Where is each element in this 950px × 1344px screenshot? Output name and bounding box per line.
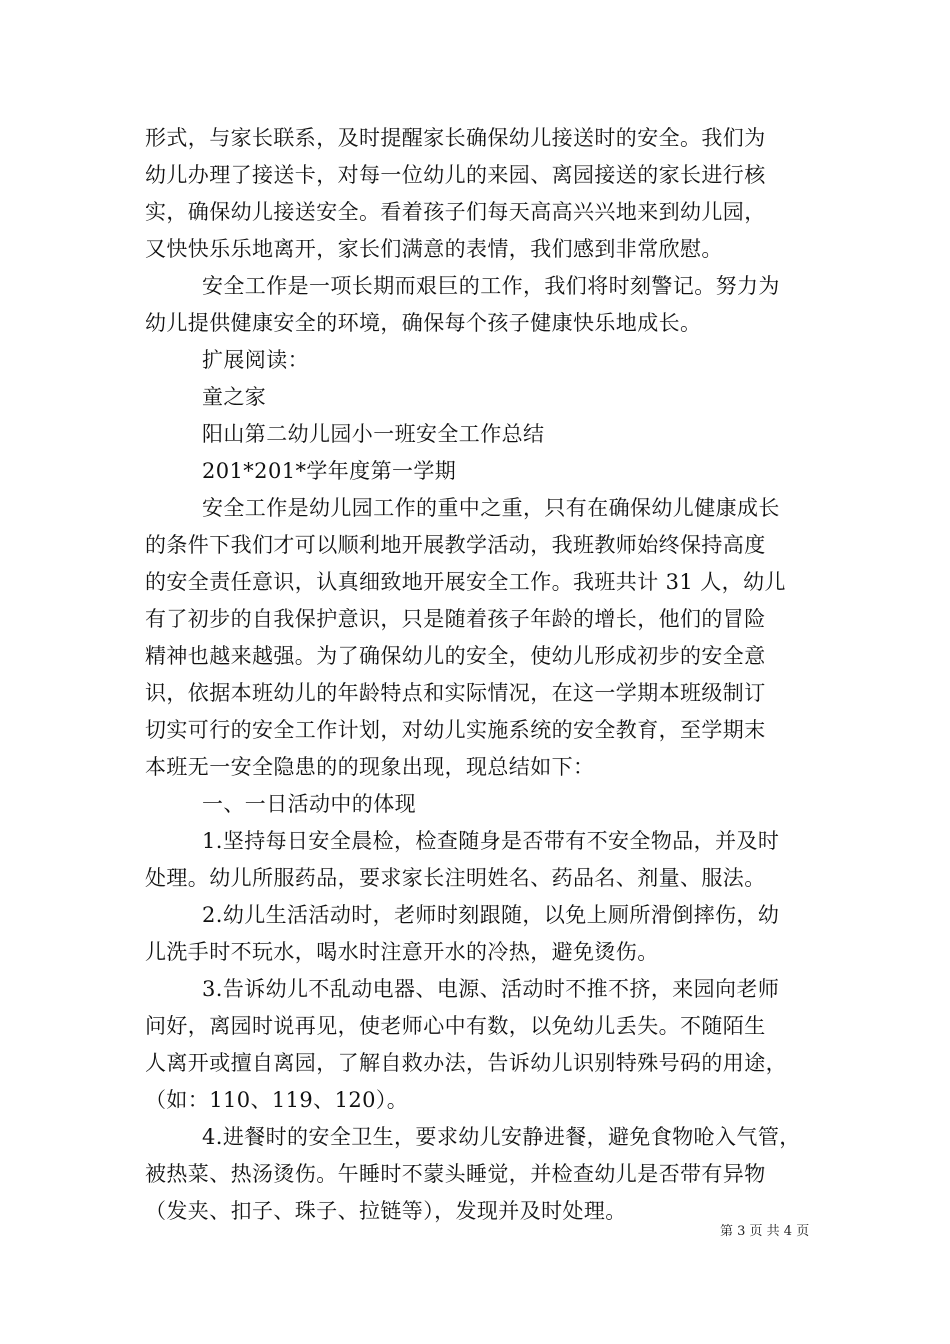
text-line: 实，确保幼儿接送安全。看着孩子们每天高高兴兴地来到幼儿园，	[145, 200, 766, 224]
text-line: 精神也越来越强。为了确保幼儿的安全，使幼儿形成初步的安全意	[145, 644, 766, 668]
page-number: 第 3 页 共 4 页	[720, 1224, 810, 1239]
text-line: 3.告诉幼儿不乱动电器、电源、活动时不推不挤，来园向老师	[202, 977, 780, 1001]
text-line: （如：110、119、120）。	[145, 1088, 409, 1112]
text-line: 本班无一安全隐患的的现象出现，现总结如下：	[145, 755, 595, 779]
text-line: 2.幼儿生活活动时，老师时刻跟随，以免上厕所滑倒摔伤，幼	[202, 903, 780, 927]
text-line: 的安全责任意识，认真细致地开展安全工作。我班共计 31 人，幼儿	[145, 570, 786, 594]
text-line: 1.坚持每日安全晨检，检查随身是否带有不安全物品，并及时	[202, 829, 780, 853]
text-line: 安全工作是幼儿园工作的重中之重，只有在确保幼儿健康成长	[202, 496, 780, 520]
text-line: 儿洗手时不玩水，喝水时注意开水的冷热，避免烫伤。	[145, 940, 659, 964]
text-line: 处理。幼儿所服药品，要求家长注明姓名、药品名、剂量、服法。	[145, 866, 766, 890]
text-line: 201*201*学年度第一学期	[202, 459, 457, 483]
text-line: 幼儿提供健康安全的环境，确保每个孩子健康快乐地成长。	[145, 311, 702, 335]
text-line: 被热菜、热汤烫伤。午睡时不蒙头睡觉，并检查幼儿是否带有异物	[145, 1162, 766, 1186]
text-line: 的条件下我们才可以顺利地开展教学活动，我班教师始终保持高度	[145, 533, 766, 557]
text-line: 有了初步的自我保护意识，只是随着孩子年龄的增长，他们的冒险	[145, 607, 766, 631]
text-line: 又快快乐乐地离开，家长们满意的表情，我们感到非常欣慰。	[145, 237, 723, 261]
text-line: 形式，与家长联系，及时提醒家长确保幼儿接送时的安全。我们为	[145, 126, 766, 150]
document-body	[145, 120, 810, 1230]
text-line: 识，依据本班幼儿的年龄特点和实际情况，在这一学期本班级制订	[145, 681, 766, 705]
text-line: 幼儿办理了接送卡，对每一位幼儿的来园、离园接送的家长进行核	[145, 163, 766, 187]
text-line: 童之家	[202, 385, 267, 409]
text-line: 一、一日活动中的体现	[202, 792, 416, 816]
text-line: （发夹、扣子、珠子、拉链等），发现并及时处理。	[145, 1199, 627, 1223]
text-line: 安全工作是一项长期而艰巨的工作，我们将时刻警记。努力为	[202, 274, 780, 298]
text-line: 切实可行的安全工作计划，对幼儿实施系统的安全教育，至学期末	[145, 718, 766, 742]
text-line: 人离开或擅自离园，了解自救办法，告诉幼儿识别特殊号码的用途，	[145, 1051, 787, 1075]
text-line: 扩展阅读：	[202, 348, 309, 372]
text-line: 阳山第二幼儿园小一班安全工作总结	[202, 422, 545, 446]
text-line: 4.进餐时的安全卫生，要求幼儿安静进餐，避免食物呛入气管，	[202, 1125, 801, 1149]
text-line: 问好，离园时说再见，使老师心中有数，以免幼儿丢失。不随陌生	[145, 1014, 766, 1038]
